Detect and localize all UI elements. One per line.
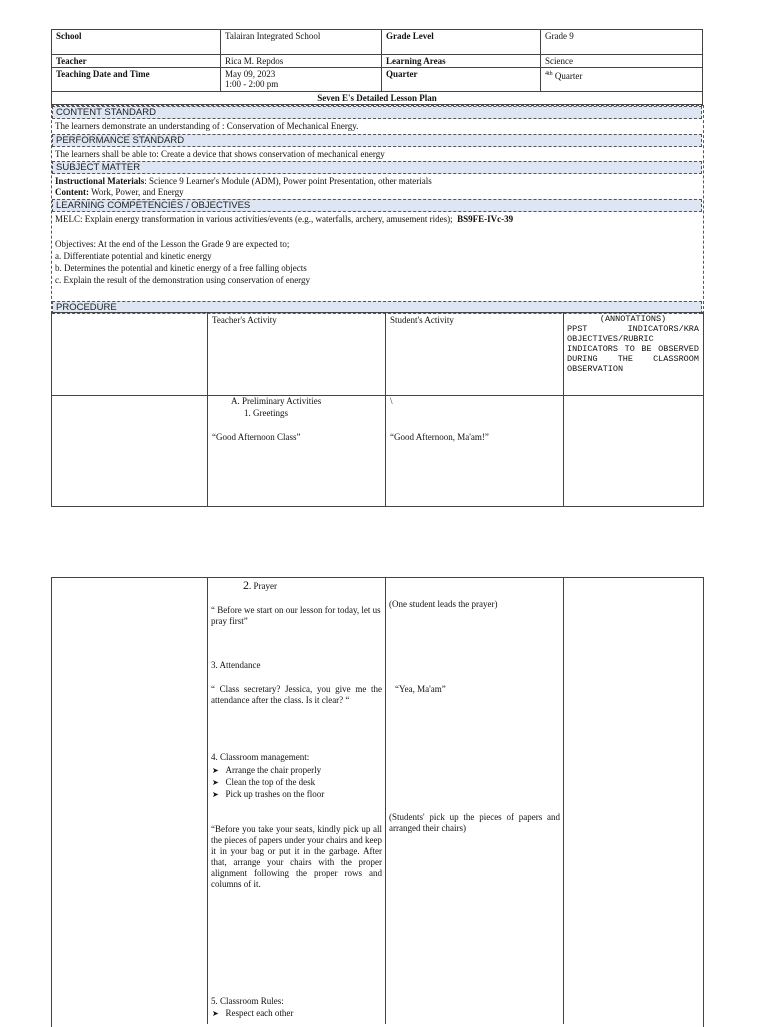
content-line [55, 187, 184, 198]
teacher-label: Teacher [52, 55, 221, 68]
arrow-bullet-icon: ➤ [212, 778, 219, 787]
teacher-prayer: “ Before we start on our lesson for today, let us pray first” [211, 605, 381, 626]
procedure-heading: PROCEDURE [52, 301, 702, 314]
header-table [51, 29, 703, 105]
teacher-value: Rica M. Repdos [221, 55, 382, 68]
student-mark: \ [390, 396, 393, 406]
quarter-cell [541, 68, 703, 92]
performance-standard-heading: PERFORMANCE STANDARD [52, 134, 702, 147]
area-label: Learning Areas [382, 55, 541, 68]
teacher-attendance: “ Class secretary? Jessica, you give me the attendance after the class. Is it clear? “ [211, 684, 382, 705]
competencies-heading: LEARNING COMPETENCIES / OBJECTIVES [52, 199, 702, 212]
date-value: May 09, 2023 [225, 69, 276, 79]
quarter-label: Quarter [382, 68, 541, 92]
date-cell [221, 68, 382, 92]
mgmt-item-2: Clean the top of the desk [225, 777, 316, 787]
content-standard-heading: CONTENT STANDARD [52, 106, 702, 119]
content-standard-text: The learners demonstrate an understanding of : Conservation of Mechanical Energy. [55, 121, 359, 131]
content-value: Work, Power, and Energy [89, 187, 184, 197]
teacher-management: “Before you take your seats, kindly pick up all the pieces of papers under your chairs and keep it in your bag or put it in the garbage. After that, arrange your chairs with the proper alignment following the proper rows and columns of it. [211, 824, 382, 889]
rules-item-1: Respect each other [225, 1008, 294, 1018]
materials-line [55, 176, 432, 187]
teacher-greeting: “Good Afternoon Class” [212, 432, 301, 442]
student-greeting: “Good Afternoon, Ma'am!” [390, 432, 489, 442]
grade-label: Grade Level [382, 30, 541, 55]
objective-b: b. Determines the potential and kinetic energy of a free falling objects [55, 263, 307, 273]
arrow-bullet-icon: ➤ [212, 790, 219, 799]
rules-label: 5. Classroom Rules: [211, 996, 284, 1006]
student-management: (Students' pick up the pieces of papers and arranged their chairs) [389, 812, 560, 833]
area-value: Science [541, 55, 703, 68]
materials-text: : Science 9 Learner's Module (ADM), Power point Presentation, other materials [144, 176, 432, 186]
attendance-label: 3. Attendance [211, 660, 261, 670]
objective-a: a. Differentiate potential and kinetic energy [55, 251, 212, 261]
plan-title: Seven E's Detailed Lesson Plan [52, 92, 703, 105]
arrow-bullet-icon: ➤ [212, 1009, 219, 1018]
mgmt-item [212, 777, 315, 788]
mgmt-item [212, 789, 324, 800]
p2-col-divider-3 [563, 577, 564, 1024]
subject-matter-heading: SUBJECT MATTER [52, 161, 702, 174]
annotations-body: PPST INDICATORS/KRA OBJECTIVES/RUBRIC INDICATORS TO BE OBSERVED DURING THE CLASSROOM OBSERVATION [567, 324, 699, 374]
management-label: 4. Classroom management: [211, 752, 310, 762]
mgmt-item-3: Pick up trashes on the floor [225, 789, 325, 799]
preliminary-activities: A. Preliminary Activities [231, 396, 322, 406]
col-divider-3 [563, 312, 564, 507]
melc-line [55, 214, 513, 225]
school-label: School [52, 30, 221, 55]
quarter-value: Quarter [554, 71, 583, 81]
p2-col-divider-1 [207, 577, 208, 1024]
quarter-sup: 4th [545, 71, 553, 77]
objectives-intro: Objectives: At the end of the Lesson the Grade 9 are expected to; [55, 239, 290, 249]
student-prayer: (One student leads the prayer) [389, 599, 498, 609]
student-attendance: “Yea, Ma'am” [395, 684, 446, 694]
content-label: Content: [55, 187, 89, 197]
page2-table [51, 577, 704, 1027]
rules-item [212, 1008, 293, 1019]
col-divider-1 [207, 312, 208, 507]
prayer-label: . Prayer [249, 581, 277, 591]
prayer-num: 2 [243, 578, 249, 592]
grade-value: Grade 9 [541, 30, 703, 55]
materials-label: Instructional Materials [55, 176, 145, 186]
performance-standard-text: The learners shall be able to: Create a device that shows conservation of mechanical energy [55, 149, 385, 159]
melc-code: BS9FE-IVc-39 [457, 214, 514, 224]
teacher-activity-header: Teacher's Activity [212, 315, 277, 325]
mgmt-item [212, 765, 321, 776]
student-activity-header: Student's Activity [390, 315, 454, 325]
melc-text: MELC: Explain energy transformation in various activities/events (e.g., waterfalls, archery, amusement rides); [55, 214, 453, 224]
date-label: Teaching Date and Time [52, 68, 221, 92]
school-value: Talairan Integrated School [221, 30, 382, 55]
row-divider [51, 395, 704, 396]
p2-col-divider-2 [385, 577, 386, 1024]
annotations-title: (ANNOTATIONS) [599, 314, 667, 324]
time-value: 1:00 - 2:00 pm [225, 79, 279, 89]
objective-c: c. Explain the result of the demonstration using conservation of energy [55, 275, 311, 285]
greetings-label: 1. Greetings [244, 408, 288, 418]
prayer-heading [243, 578, 277, 593]
arrow-bullet-icon: ➤ [212, 766, 219, 775]
mgmt-item-1: Arrange the chair properly [225, 765, 322, 775]
col-divider-2 [385, 312, 386, 507]
